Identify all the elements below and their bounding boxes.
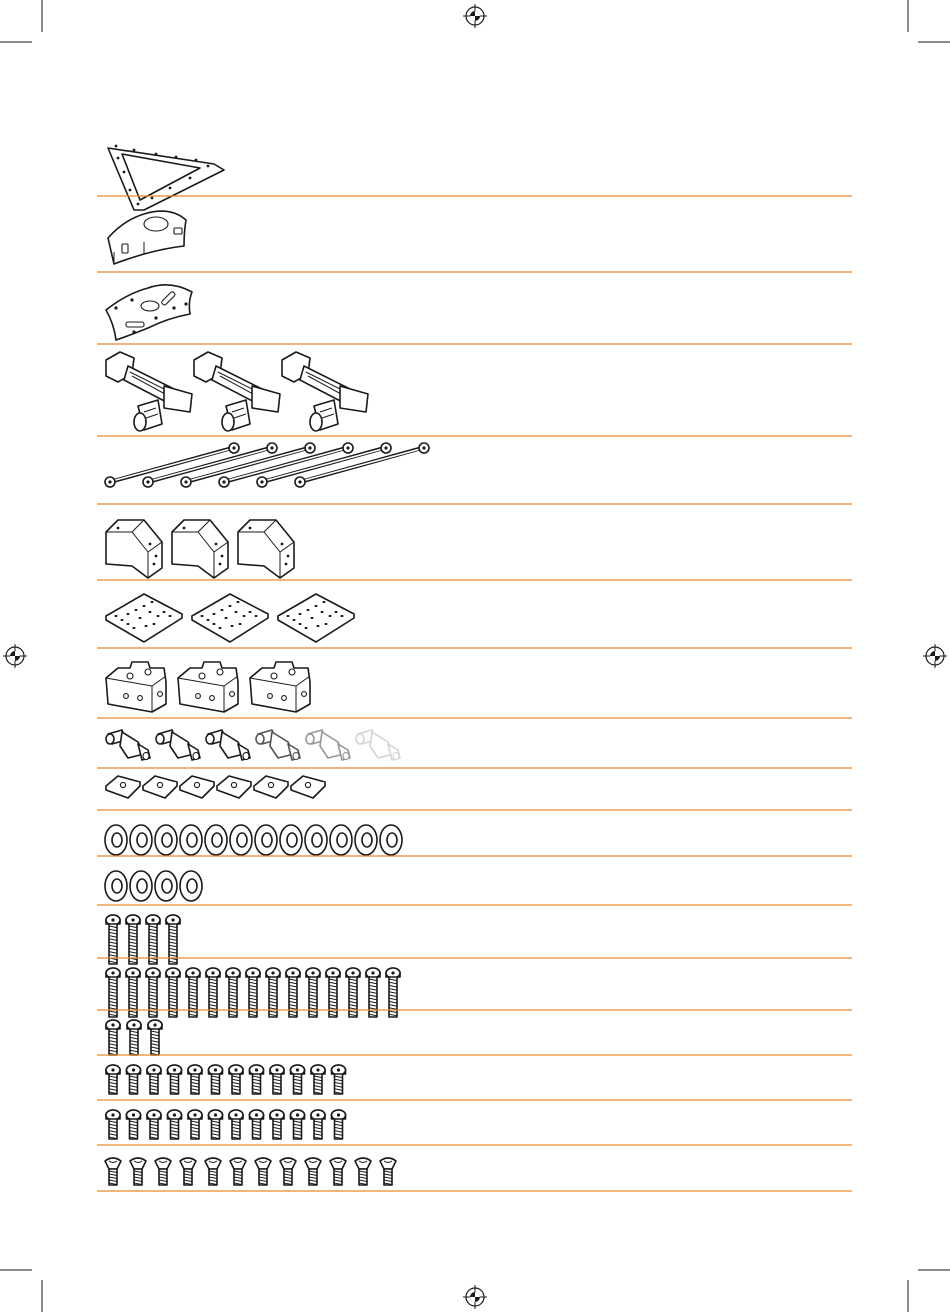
medium-screw [148,1020,162,1055]
standoff [306,730,350,760]
part-row-washer-large [105,825,402,855]
short-screw [168,1110,182,1139]
countersunk-screw [105,1158,121,1185]
linear-actuator-with-motor [282,352,368,431]
short-screw [106,1065,120,1094]
slot-nut [217,776,251,798]
short-screw [332,1065,346,1094]
short-screw [147,1065,161,1094]
top-cover [108,211,186,264]
slot-nut [291,776,325,798]
medium-screw [127,1020,141,1055]
part-row-washer-medium [105,871,202,901]
countersunk-screw [155,1158,171,1185]
carriage-plate [278,594,354,642]
carriage-plate [192,594,268,642]
washer-large [280,825,302,855]
washer-medium [155,871,177,901]
countersunk-screw [230,1158,246,1185]
short-screw [168,1065,182,1094]
short-screw [250,1110,264,1139]
short-screw [270,1110,284,1139]
short-screw [291,1065,305,1094]
countersunk-screw [355,1158,371,1185]
countersunk-screw [180,1158,196,1185]
short-screw [127,1065,141,1094]
washer-medium [105,871,127,901]
triangle-frame-plate [108,145,224,210]
short-screw [229,1110,243,1139]
short-screw [311,1110,325,1139]
short-screw [291,1110,305,1139]
short-screw [188,1065,202,1094]
long-screw [106,915,120,964]
part-row-linear-actuator-with-motor [106,352,368,431]
countersunk-screw [330,1158,346,1185]
part-row-carriage-plate [106,594,354,642]
part-row-short-screw [106,1110,346,1139]
medium-screw [106,1020,120,1055]
washer-large [155,825,177,855]
short-screw [188,1110,202,1139]
countersunk-screw [255,1158,271,1185]
connector-block [250,662,310,712]
washer-large [105,825,127,855]
connector-block [106,662,166,712]
countersunk-screw [130,1158,146,1185]
short-screw [332,1110,346,1139]
standoff [356,730,400,760]
short-screw [270,1065,284,1094]
short-screw [250,1065,264,1094]
countersunk-screw [280,1158,296,1185]
short-screw [209,1110,223,1139]
washer-large [355,825,377,855]
carriage-plate [106,594,182,642]
countersunk-screw [205,1158,221,1185]
countersunk-screw [380,1158,396,1185]
washer-large [305,825,327,855]
standoff [156,730,200,760]
effector-plate [106,285,192,340]
connector-block [178,662,238,712]
standoff [256,730,300,760]
short-screw [229,1065,243,1094]
linear-actuator-with-motor [194,352,280,431]
washer-large [205,825,227,855]
washer-large [380,825,402,855]
slot-nut [106,776,140,798]
part-row-short-screw [106,1065,346,1094]
short-screw [127,1110,141,1139]
angle-bracket [106,520,162,578]
short-screw [209,1065,223,1094]
long-screw [166,915,180,964]
washer-large [180,825,202,855]
part-row-connector-block [106,662,310,712]
part-row-standoff [106,730,400,760]
slot-nut [254,776,288,798]
washer-large [330,825,352,855]
part-row-triangle-frame-plate [108,145,224,210]
part-row-medium-screw [106,1020,162,1055]
short-screw [311,1065,325,1094]
washer-medium [180,871,202,901]
washer-large [230,825,252,855]
countersunk-screw [305,1158,321,1185]
linear-actuator-with-motor [106,352,192,431]
angle-bracket [172,520,228,578]
part-row-slot-nut [106,776,325,798]
slot-nut [143,776,177,798]
standoff [106,730,150,760]
angle-bracket [238,520,294,578]
washer-medium [130,871,152,901]
short-screw [106,1110,120,1139]
washer-large [255,825,277,855]
part-row-angle-bracket [106,520,294,578]
slot-nut [180,776,214,798]
part-row-diagonal-rod [105,443,429,487]
part-row-effector-plate [106,285,192,340]
short-screw [147,1110,161,1139]
long-screw [146,915,160,964]
part-row-long-screw [106,915,180,964]
washer-large [130,825,152,855]
standoff [206,730,250,760]
part-row-top-cover [108,211,186,264]
part-row-countersunk-screw [105,1158,396,1185]
long-screw [126,915,140,964]
